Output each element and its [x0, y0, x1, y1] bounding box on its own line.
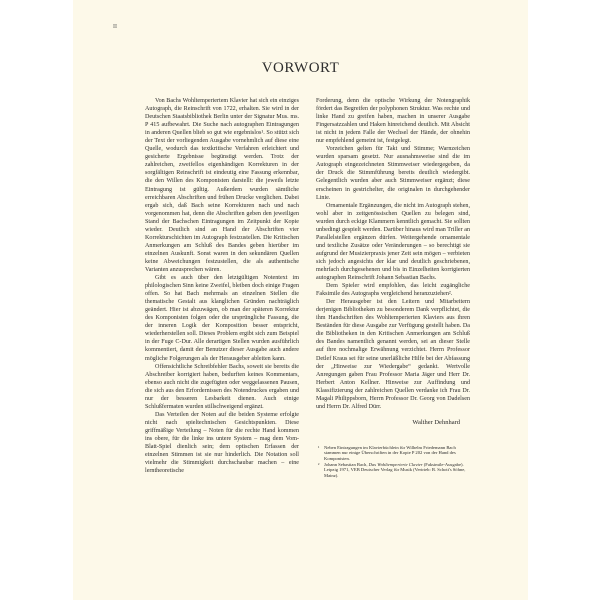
- footnote-text: Johann Sebastian Bach,: [324, 461, 369, 467]
- author-signature: Walther Dehnhard: [412, 418, 460, 426]
- paragraph: Ornamentale Ergänzungen, die nicht im Autograph stehen, wohl aber in zeitgenössischen Quellen zu belegen sind, wurden durch eckige Klammern kenntlich gemacht. Sie sollten unbedingt gespielt werden. Darüber hinaus wird man Triller an Parallelstellen ergänzen dürfen. Weitergehende ornamentale und textliche Zusätze oder Veränderungen – so berechtigt sie aufgrund der Musizierpraxis jener Zeit sein mögen – verbieten sich jedoch angesichts der klar und deutlich geschriebenen, mehrfach durchgesehenen und bis in Einzelheiten korrigierten autographen Reinschrift Johann Sebastian Bachs.: [316, 202, 470, 282]
- footnote-number: ¹: [318, 444, 320, 450]
- footnotes: [316, 445, 470, 479]
- footnote-1: [316, 445, 470, 462]
- footnote-2: [316, 462, 470, 479]
- footnote-text: Neben Eintragungen im Klavierbüchlein für Wilhelm Friedemann Bach stammen nur einige Überschriften in der Kopie P 202 von der Hand des Komponisten.: [324, 444, 456, 462]
- right-column: [316, 97, 470, 478]
- document-page: [73, 0, 528, 600]
- paragraph: Dem Spieler wird empfohlen, das leicht zugängliche Faksimile des Autographs vergleichend heranzuziehen².: [316, 283, 470, 298]
- page-title: VORWORT: [261, 60, 340, 76]
- paragraph: Offensichtliche Schreibfehler Bachs, soweit sie bereits die Abschreiber korrigiert haben, bedurften keines Kommentars, ebenso auch nicht die zugefügten oder weggelassenen Pausen, die sich aus den Erfordernissen des Notendruckes ergaben und nur der besseren Lesbarkeit dienen. Auch einige Schlußfermaten wurden stillschweigend ergänzt.: [145, 363, 299, 410]
- paragraph: Gibt es auch über den letztgültigen Notentext im philologischen Sinn keine Zweifel, bleiben doch einige Fragen offen. So hat Bach mehrmals an einzelnen Stellen die thematische Gestalt aus klanglichen Gründen nachträglich geändert. Hier ist abzuwägen, ob man der späteren Korrektur des Komponisten folgen oder die ursprüngliche Fassung, die der inneren Logik der Komposition besser entspricht, wiederherstellen soll. Dieses Problem ergibt sich zum Beispiel in der Fuge C-Dur. Alle derartigen Stellen wurden ausführlich kommentiert, damit der Benutzer dieser Ausgabe auch andere mögliche Folgerungen als der Herausgeber ableiten kann.: [145, 275, 299, 362]
- paragraph: Der Herausgeber ist den Leitern und Mitarbeitern derjenigen Bibliotheken zu besonderem Dank verpflichtet, die ihm Handschriften des Wohltemperierten Klaviers aus ihren Beständen für diese Ausgabe zur Verfügung gestellt haben. Da die Bibliotheken in den Kritischen Anmerkungen am Schluß des Bandes namentlich genannt werden, sei an dieser Stelle auf ihre nochmalige Erwähnung verzichtet. Herrn Professor Detlef Kraus sei für seine unerläßliche Hilfe bei der Abfassung der „Hinweise zur Wiedergabe“ gedankt. Wertvolle Anregungen gaben Frau Professor Maria Jäger und Herr Dr. Herbert Anton Kellner. Hinweise zur Auffindung und Klassifizierung der zahlreichen Quellen verdanke ich Frau Dr. Magali Philippsborn, Herrn Professor Dr. Georg von Dadelsen und Herrn Dr. Alfred Dürr.: [316, 299, 470, 410]
- paragraph: Vorzeichen gelten für Takt und Stimme; Warnzeichen wurden sparsam gesetzt. Nur ausnahmsweise sind die im Autograph eingezeichneten Stimmweiser wiedergegeben, da der Druck die Stimmführung bereits deutlich wiedergibt. Gelegentlich wurden aber auch Stimmweiser ergänzt; diese erscheinen in gestrichelter, die originalen in durchgehender Linie.: [316, 146, 470, 201]
- footnote-number: ²: [318, 461, 320, 467]
- paragraph: Forderung, denn die optische Wirkung der Notengraphik fördert das Begreifen der polyphonen Struktur. Was rechte und linke Hand zu greifen haben, machen in unserer Ausgabe Fingersatzzahlen und Haken hinreichend deutlich. Mit Absicht ist nicht in jedem Falle der Wechsel der Hände, der ohnehin nur empfehlend gemeint ist, festgelegt.: [316, 98, 470, 145]
- paragraph: Von Bachs Wohltemperiertem Klavier hat sich ein einziges Autograph, die Reinschrift von 1722, erhalten. Sie wird in der Deutschen Staatsbibliothek Berlin unter der Signatur Mus. ms. P 415 aufbewahrt. Die Suche nach autographen Eintragungen in anderen Quellen blieb so gut wie ergebnislos¹. So stützt sich der Text der vorliegenden Ausgabe vornehmlich auf diese eine Quelle, wodurch das textkritische Verfahren erleichtert und gesicherte Ergebnisse begünstigt werden. Trotz der zahlreichen, zweifellos eigenhändigen Korrekturen in der sorgfältigen Reinschrift ist eindeutig eine Fassung erkennbar, die den Willen des Komponisten darstellt: die jeweils letzte Eintragung ist gültig. Außerdem wurden sämtliche erreichbaren Abschriften und frühen Drucke verglichen. Dabei ergab sich, daß Bach seine Korrekturen nach und nach vorgenommen hat, denn die Abschriften geben den jeweiligen Stand der Bachschen Eintragungen im Zeitpunkt der Kopie wieder. Deutlich sind an Hand der Abschriften vier Korrekturschichten im Autograph festzustellen. Die Kritischen Anmerkungen am Schluß des Bandes geben hierüber im einzelnen Auskunft. Sonst waren in den sekundären Quellen keine Abweichungen festzustellen, die als authentische Varianten anzusprechen wären.: [145, 98, 299, 273]
- footnote-text: (Faksimile-Ausgabe). Leipzig 1971, VEB Deutscher Verlag für Musik (Vertrieb: B. Schott's Söhne, Mainz).: [324, 461, 466, 478]
- left-column: [145, 97, 299, 475]
- page-number: II: [113, 24, 117, 30]
- footnote-title: Das Wohltemperierte Clavier: [368, 461, 423, 467]
- paragraph: Das Verteilen der Noten auf die beiden Systeme erfolgte nicht nach spieltechnischen Gesichtspunkten. Diese griffmäßige Verteilung – Noten für die rechte Hand kommen ins obere, für die linke ins untere System – mag dem Vom-Blatt-Spiel dienlich sein; dem optischen Erfassen der einzelnen Stimmen ist sie nur hinderlich. Die Notation soll vielmehr die Stimmigkeit durchschaubar machen – eine lerntheoretische: [145, 411, 299, 475]
